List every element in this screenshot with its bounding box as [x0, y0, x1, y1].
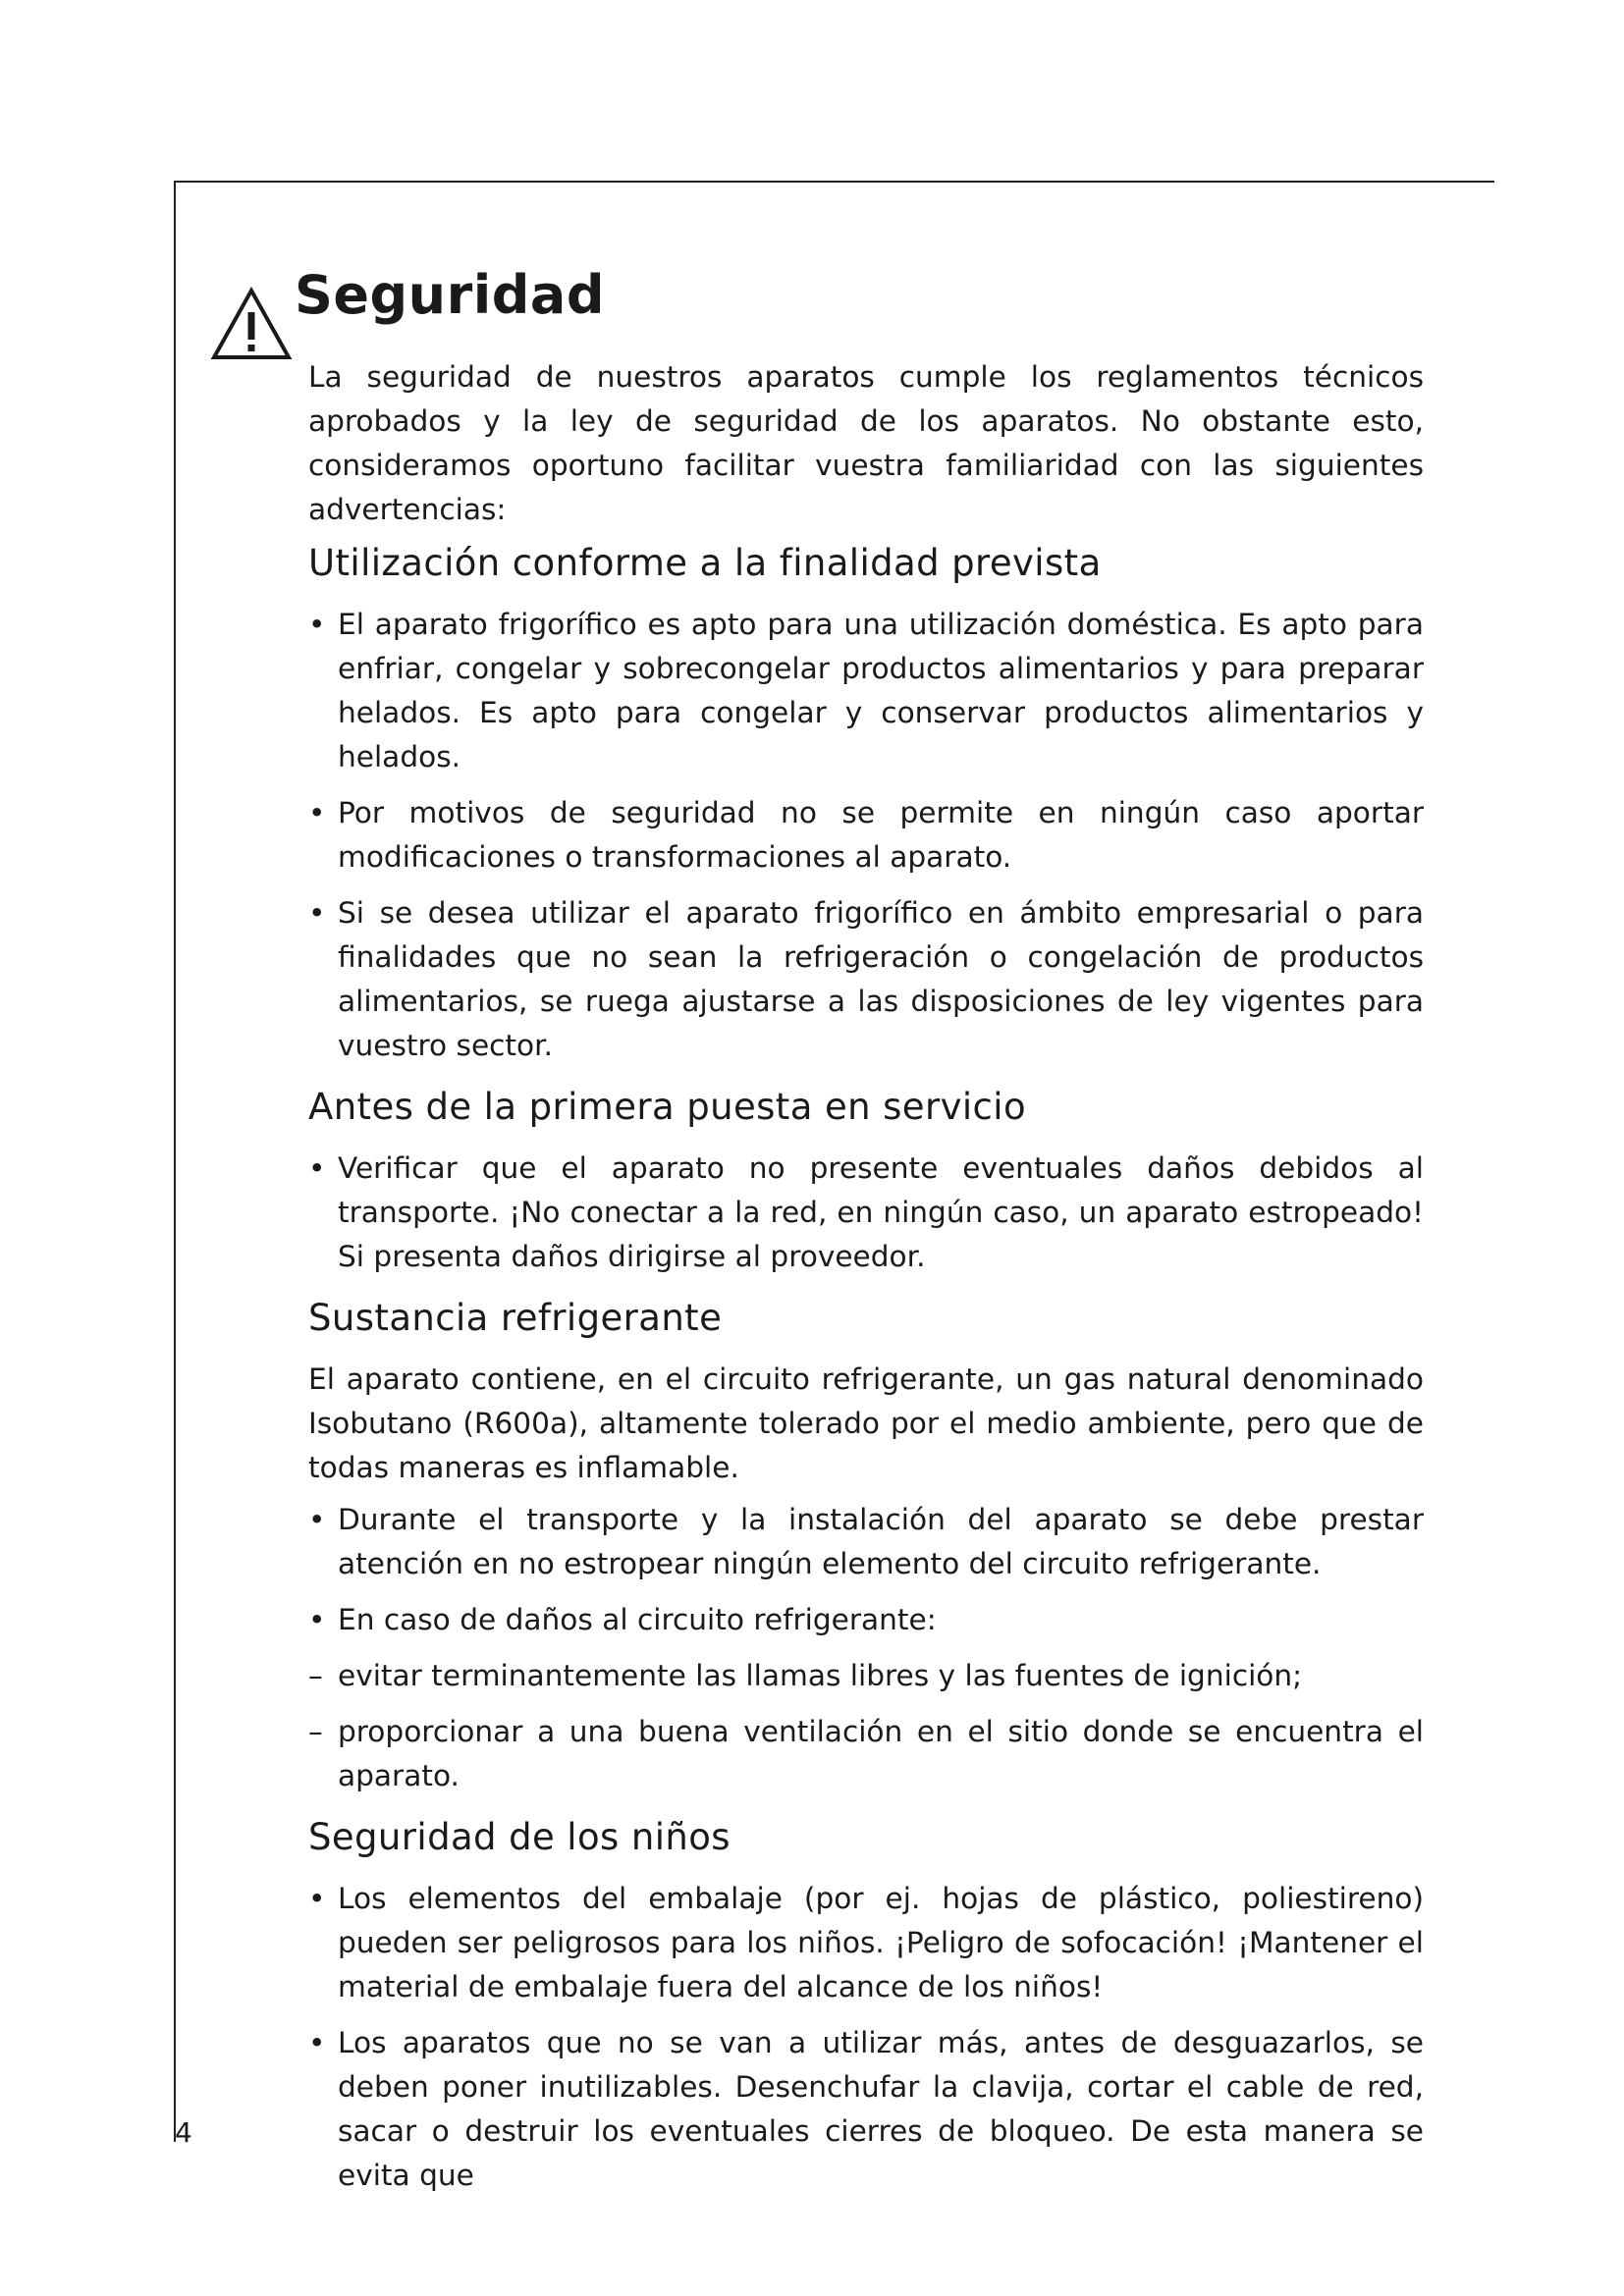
list-item-text: Los elementos del embalaje (por ej. hojas de plástico, poliestireno) pueden ser peligrosos para los niños. ¡Peligro de sofocación! ¡Mantener el material de embalaje fuera del alcance de los niños! [338, 1882, 1424, 2003]
bullet-list [308, 1877, 1424, 2198]
list-item-text: El aparato frigorífico es apto para una utilización doméstica. Es apto para enfriar, congelar y sobrecongelar productos alimentarios y para preparar helados. Es apto para congelar y conservar productos alimentarios y helados. [338, 608, 1424, 774]
list-marker: • [308, 608, 326, 641]
top-rule [174, 181, 1494, 183]
list-item [308, 891, 1424, 1068]
list-marker: – [308, 1715, 323, 1748]
list-item [308, 1598, 1424, 1642]
list-item [308, 1877, 1424, 2009]
list-item [308, 2021, 1424, 2198]
list-marker: • [308, 1503, 326, 1536]
list-marker: – [308, 1659, 323, 1692]
section-heading: Seguridad de los niños [308, 1816, 731, 1858]
list-item [308, 1147, 1424, 1279]
list-item-text: En caso de daños al circuito refrigerante: [338, 1603, 937, 1636]
section-heading: Sustancia refrigerante [308, 1297, 723, 1339]
section-heading: Utilización conforme a la finalidad prevista [308, 542, 1102, 584]
document-body [308, 355, 1424, 2214]
list-item-text: Por motivos de seguridad no se permite en ningún caso aportar modificaciones o transformaciones al aparato. [338, 796, 1424, 874]
page-header [210, 234, 605, 361]
bullet-list [308, 1498, 1424, 1798]
list-item [308, 1710, 1424, 1798]
list-item [308, 1654, 1424, 1698]
list-marker: • [308, 1151, 326, 1185]
list-item-text: Si se desea utilizar el aparato frigorífico en ámbito empresarial o para finalidades que no sean la refrigeración o congelación de productos alimentarios, se ruega ajustarse a las disposiciones de ley vigentes para vuestro sector. [338, 896, 1424, 1062]
left-rule [174, 181, 176, 2142]
list-item-text: Durante el transporte y la instalación del aparato se debe prestar atención en no estropear ningún elemento del circuito refrigerante. [338, 1503, 1424, 1580]
list-marker: • [308, 796, 326, 829]
list-item-text: Verificar que el aparato no presente eventuales daños debidos al transporte. ¡No conectar a la red, en ningún caso, un aparato estropeado! Si presenta daños dirigirse al proveedor. [338, 1151, 1424, 1273]
list-marker: • [308, 2026, 326, 2059]
list-marker: • [308, 1882, 326, 1915]
list-marker: • [308, 1603, 326, 1636]
page-title: Seguridad [295, 264, 606, 327]
bullet-list [308, 603, 1424, 1068]
page-number: 4 [175, 2116, 192, 2149]
list-item [308, 603, 1424, 779]
warning-triangle-icon [210, 287, 293, 361]
list-item-text: evitar terminantemente las llamas libres y las fuentes de ignición; [338, 1659, 1303, 1692]
body-paragraph: La seguridad de nuestros aparatos cumple los reglamentos técnicos aprobados y la ley de seguridad de los aparatos. No obstante esto, consideramos oportuno facilitar vuestra familiaridad con las siguientes advertencias: [308, 360, 1424, 526]
bullet-list [308, 1147, 1424, 1279]
list-item [308, 1498, 1424, 1586]
list-item-text: proporcionar a una buena ventilación en el sitio donde se encuentra el aparato. [338, 1715, 1424, 1792]
list-marker: • [308, 896, 326, 930]
body-paragraph: El aparato contiene, en el circuito refrigerante, un gas natural denominado Isobutano (R600a), altamente tolerado por el medio ambiente, pero que de todas maneras es inflamable. [308, 1362, 1424, 1484]
section-heading: Antes de la primera puesta en servicio [308, 1086, 1027, 1128]
list-item-text: Los aparatos que no se van a utilizar más, antes de desguazarlos, se deben poner inutilizables. Desenchufar la clavija, cortar el cable de red, sacar o destruir los eventuales cierres de bloqueo. De esta manera se evita que [338, 2026, 1424, 2192]
list-item [308, 791, 1424, 880]
